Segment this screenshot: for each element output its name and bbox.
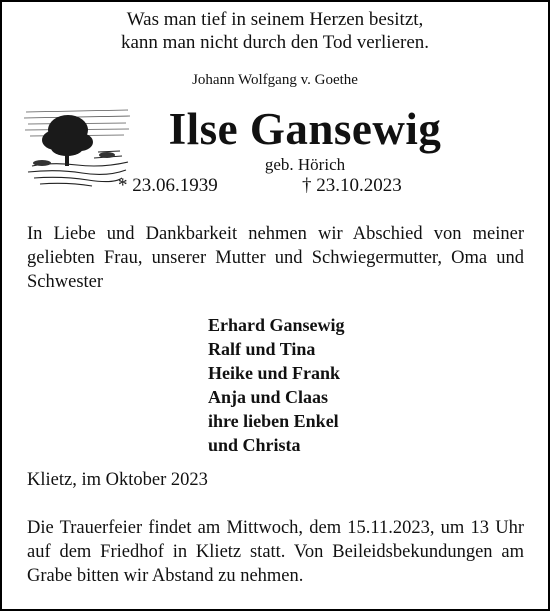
quote [0, 8, 550, 54]
funeral-info: Die Trauerfeier findet am Mittwoch, dem 15.11.2023, um 13 Uhr auf dem Friedhof in Klietz statt. Von Beileidsbekundungen am Grabe bitten wir Abstand zu nehmen. [27, 518, 524, 586]
mourners-list [208, 313, 345, 457]
place-date: Klietz, im Oktober 2023 [27, 470, 208, 490]
quote-author: Johann Wolfgang v. Goethe [192, 72, 358, 88]
mourner-name: Heike und Frank [208, 363, 341, 383]
deceased-name: Ilse Gansewig [168, 104, 442, 154]
mourner-name: Erhard Gansewig [208, 315, 345, 335]
mourner-name: Ralf und Tina [208, 339, 316, 359]
quote-line-1: Was man tief in seinem Herzen besitzt, [126, 9, 424, 30]
mourner-name: und Christa [208, 435, 301, 455]
mourner-name: Anja und Claas [208, 387, 329, 407]
birth-date: * 23.06.1939 [118, 175, 218, 196]
death-date: † 23.10.2023 [302, 175, 402, 196]
mourner-name: ihre lieben Enkel [208, 411, 339, 431]
farewell-text: In Liebe und Dankbarkeit nehmen wir Abschied von meiner geliebten Frau, unserer Mutter und Schwiegermutter, Oma und Schwester [27, 224, 524, 292]
birth-name: geb. Hörich [264, 155, 346, 174]
quote-line-2: kann man nicht durch den Tod verlieren. [120, 32, 430, 53]
